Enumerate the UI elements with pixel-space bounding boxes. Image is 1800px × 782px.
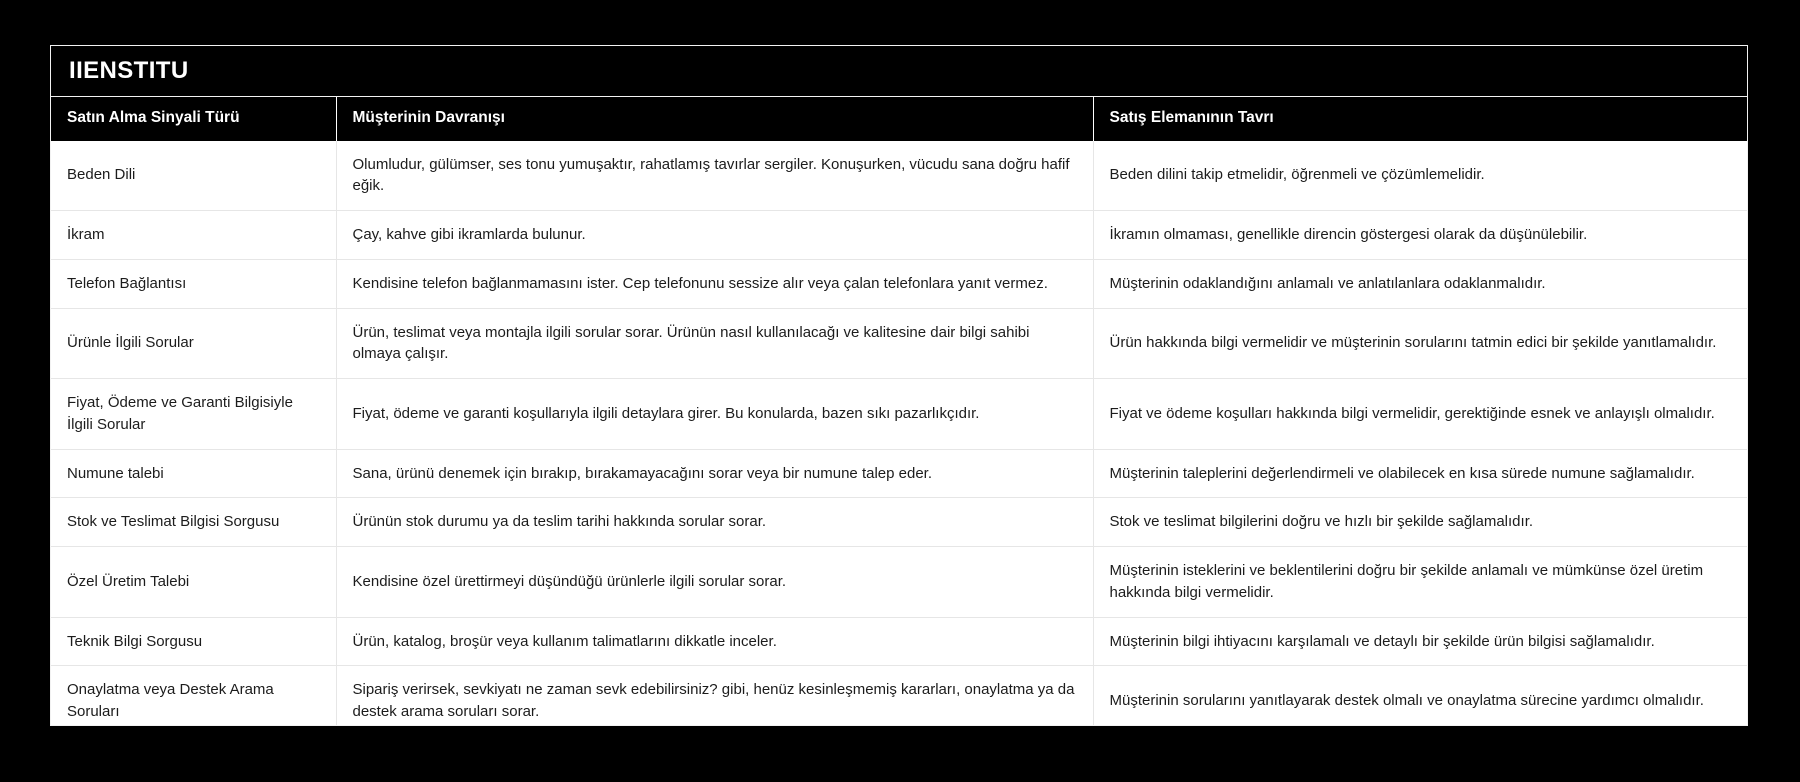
cell-signal-type: Fiyat, Ödeme ve Garanti Bilgisiyle İlgili Sorular bbox=[51, 379, 336, 450]
cell-salesperson-attitude: Fiyat ve ödeme koşulları hakkında bilgi vermelidir, gerektiğinde esnek ve anlayışlı olmalıdır. bbox=[1093, 379, 1747, 450]
cell-salesperson-attitude: Beden dilini takip etmelidir, öğrenmeli ve çözümlemelidir. bbox=[1093, 141, 1747, 211]
table-row bbox=[51, 617, 1747, 666]
cell-signal-type: İkram bbox=[51, 211, 336, 260]
column-header-salesperson-attitude: Satış Elemanının Tavrı bbox=[1093, 97, 1747, 141]
table-header-row bbox=[51, 97, 1747, 141]
cell-salesperson-attitude: Müşterinin sorularını yanıtlayarak destek olmalı ve onaylatma sürecine yardımcı olmalıdır. bbox=[1093, 666, 1747, 726]
cell-signal-type: Teknik Bilgi Sorgusu bbox=[51, 617, 336, 666]
brand-bar bbox=[51, 46, 1747, 97]
table-row bbox=[51, 547, 1747, 618]
cell-customer-behavior: Kendisine özel ürettirmeyi düşündüğü ürünlerle ilgili sorular sorar. bbox=[336, 547, 1093, 618]
cell-signal-type: Numune talebi bbox=[51, 449, 336, 498]
cell-salesperson-attitude: Müşterinin odaklandığını anlamalı ve anlatılanlara odaklanmalıdır. bbox=[1093, 259, 1747, 308]
cell-signal-type: Telefon Bağlantısı bbox=[51, 259, 336, 308]
cell-salesperson-attitude: Ürün hakkında bilgi vermelidir ve müşterinin sorularını tatmin edici bir şekilde yanıtlamalıdır. bbox=[1093, 308, 1747, 379]
table-row bbox=[51, 211, 1747, 260]
cell-customer-behavior: Fiyat, ödeme ve garanti koşullarıyla ilgili detaylara girer. Bu konularda, bazen sıkı pazarlıkçıdır. bbox=[336, 379, 1093, 450]
column-header-customer-behavior: Müşterinin Davranışı bbox=[336, 97, 1093, 141]
cell-customer-behavior: Ürün, teslimat veya montajla ilgili sorular sorar. Ürünün nasıl kullanılacağı ve kalitesine dair bilgi sahibi olmaya çalışır. bbox=[336, 308, 1093, 379]
cell-signal-type: Özel Üretim Talebi bbox=[51, 547, 336, 618]
table-row bbox=[51, 379, 1747, 450]
cell-salesperson-attitude: Stok ve teslimat bilgilerini doğru ve hızlı bir şekilde sağlamalıdır. bbox=[1093, 498, 1747, 547]
cell-customer-behavior: Ürünün stok durumu ya da teslim tarihi hakkında sorular sorar. bbox=[336, 498, 1093, 547]
cell-customer-behavior: Olumludur, gülümser, ses tonu yumuşaktır, rahatlamış tavırlar sergiler. Konuşurken, vücudu sana doğru hafif eğik. bbox=[336, 141, 1093, 211]
cell-signal-type: Beden Dili bbox=[51, 141, 336, 211]
cell-salesperson-attitude: Müşterinin isteklerini ve beklentilerini doğru bir şekilde anlamalı ve mümkünse özel üretim hakkında bilgi vermelidir. bbox=[1093, 547, 1747, 618]
cell-salesperson-attitude: İkramın olmaması, genellikle direncin göstergesi olarak da düşünülebilir. bbox=[1093, 211, 1747, 260]
column-header-signal-type: Satın Alma Sinyali Türü bbox=[51, 97, 336, 141]
cell-customer-behavior: Kendisine telefon bağlanmamasını ister. Cep telefonunu sessize alır veya çalan telefonlara yanıt vermez. bbox=[336, 259, 1093, 308]
brand-title: IIENSTITU bbox=[69, 57, 189, 84]
table-row bbox=[51, 308, 1747, 379]
cell-customer-behavior: Sipariş verirsek, sevkiyatı ne zaman sevk edebilirsiniz? gibi, henüz kesinleşmemiş kararları, onaylatma ya da destek arama soruları sorar. bbox=[336, 666, 1093, 726]
table-row bbox=[51, 666, 1747, 726]
table-row bbox=[51, 141, 1747, 211]
table-body bbox=[51, 141, 1747, 726]
cell-signal-type: Onaylatma veya Destek Arama Soruları bbox=[51, 666, 336, 726]
cell-customer-behavior: Çay, kahve gibi ikramlarda bulunur. bbox=[336, 211, 1093, 260]
cell-salesperson-attitude: Müşterinin taleplerini değerlendirmeli ve olabilecek en kısa sürede numune sağlamalıdır. bbox=[1093, 449, 1747, 498]
cell-signal-type: Ürünle İlgili Sorular bbox=[51, 308, 336, 379]
table-header bbox=[51, 97, 1747, 141]
cell-customer-behavior: Sana, ürünü denemek için bırakıp, bırakamayacağını sorar veya bir numune talep eder. bbox=[336, 449, 1093, 498]
buying-signals-table bbox=[51, 97, 1747, 726]
table-row bbox=[51, 449, 1747, 498]
cell-customer-behavior: Ürün, katalog, broşür veya kullanım talimatlarını dikkatle inceler. bbox=[336, 617, 1093, 666]
table-row bbox=[51, 259, 1747, 308]
table-row bbox=[51, 498, 1747, 547]
cell-salesperson-attitude: Müşterinin bilgi ihtiyacını karşılamalı ve detaylı bir şekilde ürün bilgisi sağlamalıdır. bbox=[1093, 617, 1747, 666]
signals-table-card bbox=[50, 45, 1748, 726]
cell-signal-type: Stok ve Teslimat Bilgisi Sorgusu bbox=[51, 498, 336, 547]
